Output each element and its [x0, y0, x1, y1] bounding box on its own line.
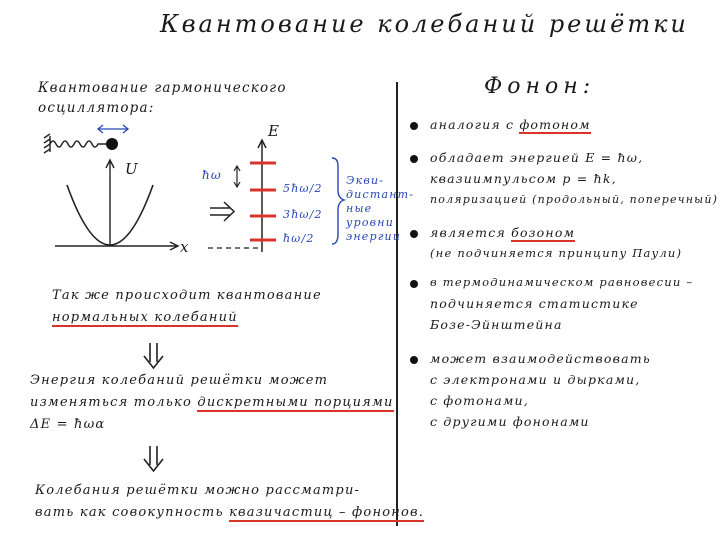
- spring-icon: [50, 141, 110, 147]
- bullet5-line4: с другими фононами: [430, 414, 590, 429]
- oscillation-arrow-icon: [98, 125, 128, 133]
- bullet5-line1: может взаимодействовать: [430, 351, 651, 366]
- oscillator-heading-line1: Квантование гармонического: [38, 80, 287, 96]
- equidistant-levels-note: [346, 174, 414, 244]
- bullet-statistics: [430, 272, 693, 335]
- bullet-energy-momentum: [430, 147, 718, 210]
- potential-axis: [106, 160, 114, 246]
- bullet4-line3: Бозе-Эйнштейна: [430, 317, 563, 332]
- bullet-dot-5: [410, 356, 418, 364]
- para3-line2-underlined: квазичастиц – фононов.: [229, 505, 425, 520]
- energy-axis-label: E: [268, 122, 281, 140]
- para2-line2-underlined: дискретными порциями: [197, 395, 394, 410]
- mass-icon: [106, 138, 118, 150]
- para2-line1: Энергия колебаний решётки может: [30, 373, 329, 388]
- para1-line2: нормальных колебаний: [52, 310, 238, 325]
- bullet4-line1: в термодинамическом равновесии –: [430, 275, 694, 289]
- spacing-label: ħω: [202, 168, 222, 182]
- oscillator-heading-line2: осциллятора:: [38, 100, 155, 116]
- note-line-4: уровни: [346, 216, 394, 229]
- bullet-interaction: [430, 348, 651, 432]
- bullet-dot-3: [410, 230, 418, 238]
- note-line-5: энергии: [346, 230, 402, 243]
- bullet-boson: [430, 222, 682, 264]
- bullet3-plain: является: [430, 225, 506, 240]
- note-line-1: Экви-: [346, 174, 385, 187]
- bullet5-line2: с электронами и дырками,: [430, 372, 641, 387]
- delta-energy-formula: ΔE = ħωα: [30, 417, 106, 432]
- para3-line2-plain: вать как совокупность: [35, 505, 224, 520]
- bullet-dot-2: [410, 155, 418, 163]
- potential-label: U: [125, 160, 139, 178]
- bullet5-line3: с фотонами,: [430, 393, 529, 408]
- levels-brace: [332, 158, 344, 244]
- para2-line2-plain: изменяться только: [30, 395, 193, 410]
- note-line-3: ные: [346, 202, 373, 215]
- bullet1-underlined: фотоном: [519, 117, 591, 132]
- spacing-arrow-icon: [234, 166, 240, 187]
- page-title: Квантование колебаний решётки: [160, 10, 689, 38]
- bullet2-line2: квазиимпульсом p = ħk,: [430, 171, 617, 186]
- phonon-heading: Фонон:: [484, 74, 596, 99]
- level-label-3: 3ħω/2: [283, 208, 323, 221]
- level-label-1: ħω/2: [283, 232, 315, 245]
- energy-levels: [250, 163, 276, 240]
- bullet1-plain: аналогия с: [430, 117, 515, 132]
- x-axis-label: x: [180, 238, 190, 256]
- bullet-dot-4: [410, 280, 418, 288]
- discrete-energy-paragraph: [30, 370, 394, 436]
- bullet2-line3: поляризацией (продольный, поперечный): [430, 193, 719, 206]
- para3-line1: Колебания решётки можно рассматри-: [35, 483, 361, 498]
- bullet2-line1: обладает энергией E = ħω,: [430, 150, 644, 165]
- wall-icon: [44, 134, 50, 153]
- bullet3-line2: (не подчиняется принципу Паули): [430, 246, 683, 260]
- phonon-conclusion-paragraph: [35, 480, 424, 524]
- energy-axis: [258, 140, 266, 252]
- bullet-analogy: [430, 114, 591, 135]
- bullet-dot-1: [410, 122, 418, 130]
- para1-line1: Так же происходит квантование: [52, 288, 322, 303]
- level-label-5: 5ħω/2: [283, 182, 323, 195]
- implies-arrow-icon: [210, 202, 234, 221]
- bullet3-underlined: бозоном: [511, 225, 576, 240]
- normal-modes-paragraph: [52, 285, 322, 329]
- note-line-2: дистант-: [346, 188, 415, 201]
- bullet4-line2: подчиняется статистике: [430, 296, 639, 311]
